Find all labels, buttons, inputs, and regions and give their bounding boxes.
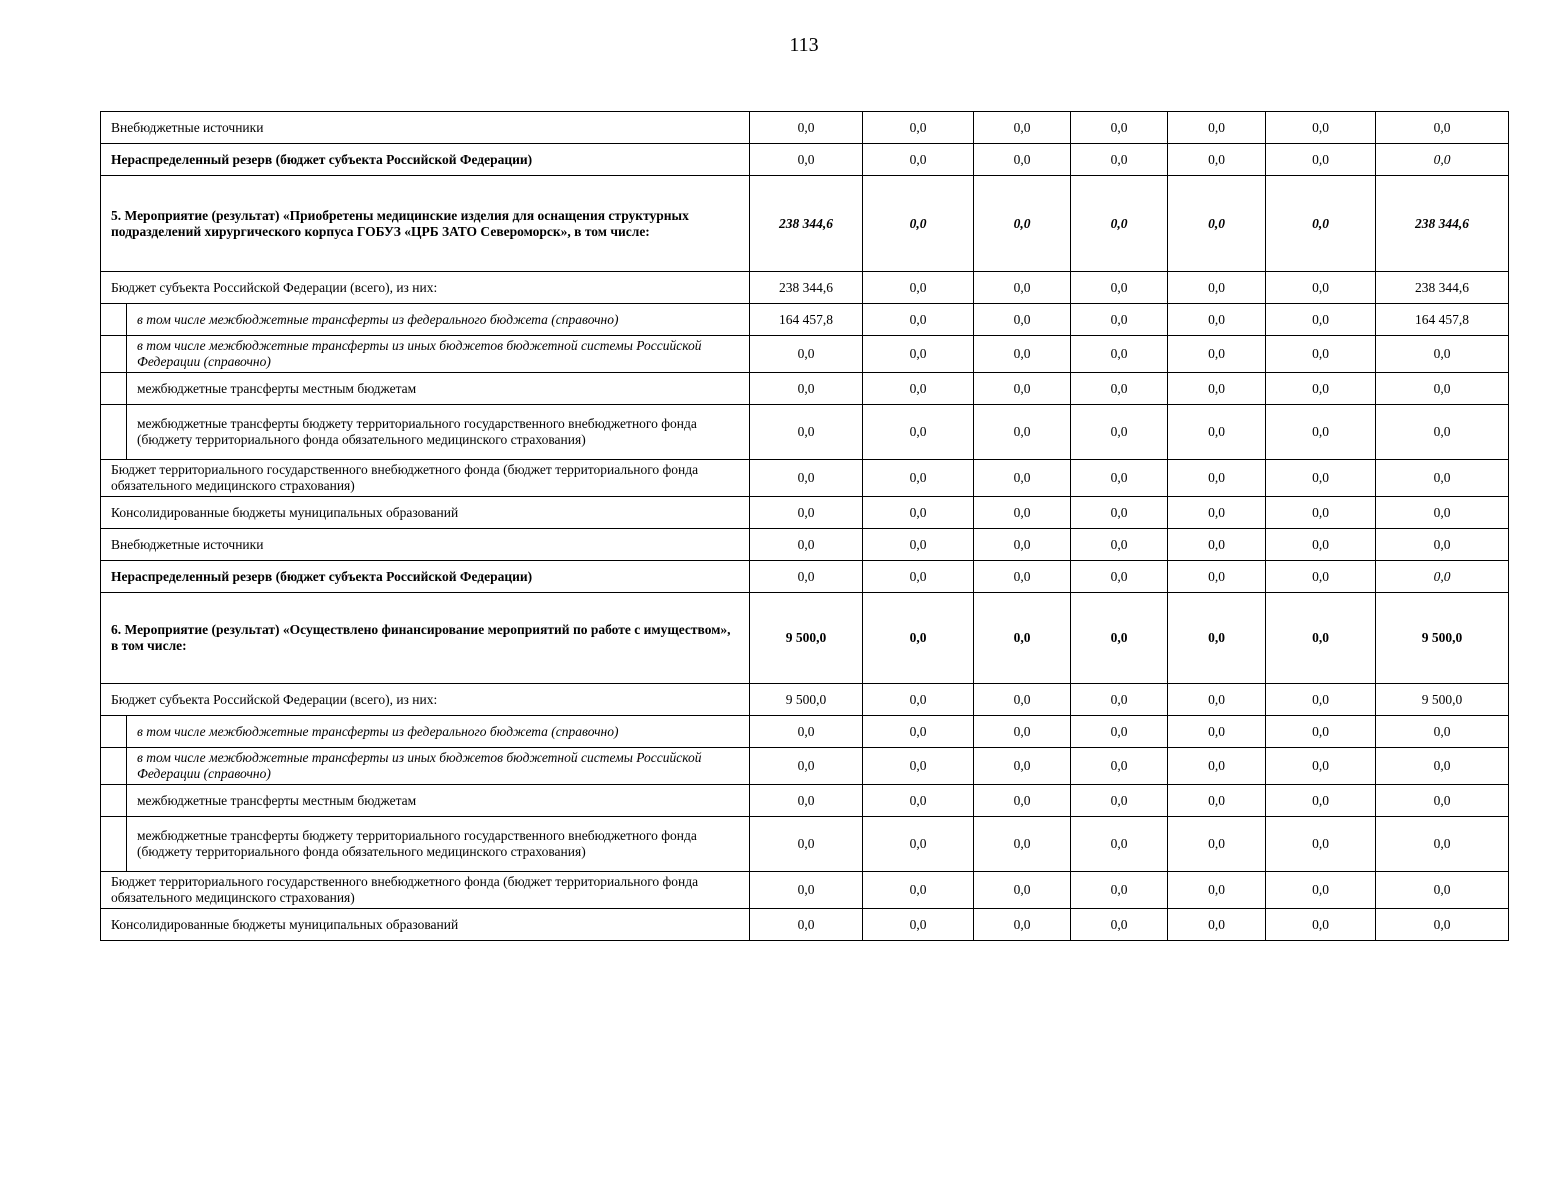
value-cell: 0,0: [1168, 373, 1266, 405]
table-row: [101, 336, 1509, 373]
value-cell: 164 457,8: [1376, 304, 1509, 336]
value-cell: 0,0: [974, 785, 1071, 817]
value-cell: 0,0: [1071, 373, 1168, 405]
value-cell: 0,0: [863, 460, 974, 497]
value-cell: 0,0: [750, 529, 863, 561]
value-cell: 0,0: [863, 716, 974, 748]
value-cell: 0,0: [1266, 373, 1376, 405]
value-cell: 0,0: [1266, 872, 1376, 909]
row-label: в том числе межбюджетные трансферты из федерального бюджета (справочно): [127, 304, 750, 336]
value-cell: 0,0: [1071, 529, 1168, 561]
page-number: 113: [789, 34, 819, 56]
table-row: [101, 593, 1509, 684]
value-cell: 0,0: [750, 497, 863, 529]
row-label: в том числе межбюджетные трансферты из иных бюджетов бюджетной системы Российской Федерации (справочно): [127, 748, 750, 785]
row-label: в том числе межбюджетные трансферты из иных бюджетов бюджетной системы Российской Федерации (справочно): [127, 336, 750, 373]
value-cell: 0,0: [750, 336, 863, 373]
value-cell: 0,0: [1071, 497, 1168, 529]
value-cell: 0,0: [1376, 529, 1509, 561]
value-cell: 0,0: [1376, 497, 1509, 529]
value-cell: 0,0: [750, 716, 863, 748]
value-cell: 0,0: [1266, 336, 1376, 373]
value-cell: 0,0: [1266, 561, 1376, 593]
value-cell: 0,0: [1376, 909, 1509, 941]
value-cell: 0,0: [1071, 716, 1168, 748]
value-cell: 0,0: [750, 112, 863, 144]
table-row: [101, 684, 1509, 716]
table-row: [101, 716, 1509, 748]
value-cell: 238 344,6: [1376, 272, 1509, 304]
value-cell: 0,0: [1266, 684, 1376, 716]
value-cell: 0,0: [1168, 748, 1266, 785]
value-cell: 0,0: [1071, 561, 1168, 593]
value-cell: 0,0: [750, 144, 863, 176]
value-cell: 0,0: [1071, 272, 1168, 304]
value-cell: 0,0: [974, 593, 1071, 684]
row-label: Нераспределенный резерв (бюджет субъекта Российской Федерации): [101, 144, 750, 176]
value-cell: 0,0: [750, 373, 863, 405]
value-cell: 164 457,8: [750, 304, 863, 336]
row-label: Нераспределенный резерв (бюджет субъекта Российской Федерации): [101, 561, 750, 593]
value-cell: 0,0: [1376, 872, 1509, 909]
row-label: межбюджетные трансферты местным бюджетам: [127, 373, 750, 405]
value-cell: 9 500,0: [750, 684, 863, 716]
value-cell: 0,0: [1266, 817, 1376, 872]
value-cell: 0,0: [974, 460, 1071, 497]
value-cell: 0,0: [1071, 112, 1168, 144]
value-cell: 0,0: [974, 817, 1071, 872]
table-row: [101, 304, 1509, 336]
indent-cell: [101, 405, 127, 460]
row-label: 5. Мероприятие (результат) «Приобретены медицинские изделия для оснащения структурных подразделений хирургического корпуса ГОБУЗ «ЦРБ ЗАТО Североморск», в том числе:: [101, 176, 750, 272]
value-cell: 0,0: [863, 684, 974, 716]
indent-cell: [101, 785, 127, 817]
row-label: Консолидированные бюджеты муниципальных образований: [101, 909, 750, 941]
value-cell: 0,0: [1376, 112, 1509, 144]
value-cell: 0,0: [974, 144, 1071, 176]
value-cell: 0,0: [750, 748, 863, 785]
indent-cell: [101, 716, 127, 748]
value-cell: 0,0: [1376, 144, 1509, 176]
value-cell: 0,0: [1168, 460, 1266, 497]
table-row: [101, 909, 1509, 941]
value-cell: 0,0: [974, 684, 1071, 716]
table-row: [101, 497, 1509, 529]
indent-cell: [101, 817, 127, 872]
value-cell: 238 344,6: [750, 272, 863, 304]
value-cell: 0,0: [863, 909, 974, 941]
value-cell: 0,0: [1376, 373, 1509, 405]
value-cell: 238 344,6: [1376, 176, 1509, 272]
value-cell: 0,0: [1376, 785, 1509, 817]
value-cell: 0,0: [1168, 561, 1266, 593]
value-cell: 0,0: [1266, 593, 1376, 684]
value-cell: 0,0: [863, 817, 974, 872]
value-cell: 0,0: [750, 460, 863, 497]
value-cell: 0,0: [1376, 460, 1509, 497]
value-cell: 0,0: [974, 748, 1071, 785]
value-cell: 0,0: [1071, 684, 1168, 716]
value-cell: 0,0: [863, 748, 974, 785]
value-cell: 0,0: [974, 373, 1071, 405]
row-label: Бюджет территориального государственного внебюджетного фонда (бюджет территориального фонда обязательного медицинского страхования): [101, 460, 750, 497]
row-label: межбюджетные трансферты бюджету территориального государственного внебюджетного фонда (бюджету территориального фонда обязательного медицинского страхования): [127, 817, 750, 872]
row-label: межбюджетные трансферты бюджету территориального государственного внебюджетного фонда (бюджету территориального фонда обязательного медицинского страхования): [127, 405, 750, 460]
table-row: [101, 373, 1509, 405]
value-cell: 0,0: [1168, 593, 1266, 684]
value-cell: 0,0: [1266, 785, 1376, 817]
value-cell: 0,0: [750, 872, 863, 909]
value-cell: 0,0: [974, 716, 1071, 748]
indent-cell: [101, 336, 127, 373]
row-label: Консолидированные бюджеты муниципальных образований: [101, 497, 750, 529]
value-cell: 0,0: [863, 872, 974, 909]
value-cell: 0,0: [1168, 529, 1266, 561]
value-cell: 0,0: [750, 785, 863, 817]
value-cell: 0,0: [1168, 684, 1266, 716]
value-cell: 0,0: [1376, 817, 1509, 872]
value-cell: 0,0: [1071, 785, 1168, 817]
row-label: Бюджет субъекта Российской Федерации (всего), из них:: [101, 684, 750, 716]
value-cell: 0,0: [974, 176, 1071, 272]
value-cell: 0,0: [1168, 716, 1266, 748]
table-row: [101, 176, 1509, 272]
value-cell: 9 500,0: [1376, 684, 1509, 716]
value-cell: 0,0: [1168, 112, 1266, 144]
value-cell: 0,0: [863, 561, 974, 593]
value-cell: 0,0: [1168, 405, 1266, 460]
value-cell: 0,0: [1266, 272, 1376, 304]
table-row: [101, 872, 1509, 909]
value-cell: 0,0: [1071, 460, 1168, 497]
value-cell: 0,0: [1071, 909, 1168, 941]
value-cell: 0,0: [1266, 405, 1376, 460]
value-cell: 0,0: [750, 909, 863, 941]
value-cell: 0,0: [1266, 529, 1376, 561]
value-cell: 0,0: [1071, 593, 1168, 684]
row-label: межбюджетные трансферты местным бюджетам: [127, 785, 750, 817]
value-cell: 0,0: [863, 593, 974, 684]
table-row: [101, 405, 1509, 460]
value-cell: 0,0: [974, 304, 1071, 336]
value-cell: 0,0: [1071, 336, 1168, 373]
value-cell: 0,0: [750, 817, 863, 872]
value-cell: 0,0: [1376, 716, 1509, 748]
value-cell: 0,0: [1071, 748, 1168, 785]
value-cell: 0,0: [974, 909, 1071, 941]
value-cell: 0,0: [750, 405, 863, 460]
table-row: [101, 748, 1509, 785]
value-cell: 0,0: [974, 872, 1071, 909]
table-row: [101, 112, 1509, 144]
value-cell: 0,0: [974, 112, 1071, 144]
value-cell: 0,0: [1266, 304, 1376, 336]
table-row: [101, 561, 1509, 593]
value-cell: 0,0: [1168, 176, 1266, 272]
value-cell: 0,0: [1071, 405, 1168, 460]
value-cell: 0,0: [1376, 405, 1509, 460]
value-cell: 0,0: [1266, 112, 1376, 144]
value-cell: 0,0: [1168, 272, 1266, 304]
table-row: [101, 144, 1509, 176]
value-cell: 0,0: [863, 373, 974, 405]
value-cell: 0,0: [1266, 716, 1376, 748]
value-cell: 0,0: [1168, 497, 1266, 529]
row-label: Бюджет субъекта Российской Федерации (всего), из них:: [101, 272, 750, 304]
value-cell: 0,0: [1376, 748, 1509, 785]
value-cell: 0,0: [974, 529, 1071, 561]
row-label: Внебюджетные источники: [101, 112, 750, 144]
value-cell: 0,0: [1376, 561, 1509, 593]
value-cell: 0,0: [863, 112, 974, 144]
value-cell: 0,0: [863, 405, 974, 460]
value-cell: 0,0: [1266, 748, 1376, 785]
value-cell: 0,0: [1266, 144, 1376, 176]
row-label: 6. Мероприятие (результат) «Осуществлено финансирование мероприятий по работе с имуществом», в том числе:: [101, 593, 750, 684]
row-label: Бюджет территориального государственного внебюджетного фонда (бюджет территориального фонда обязательного медицинского страхования): [101, 872, 750, 909]
value-cell: 0,0: [1071, 817, 1168, 872]
row-label: в том числе межбюджетные трансферты из федерального бюджета (справочно): [127, 716, 750, 748]
value-cell: 0,0: [1168, 817, 1266, 872]
value-cell: 0,0: [1168, 785, 1266, 817]
table-row: [101, 272, 1509, 304]
value-cell: 0,0: [1266, 460, 1376, 497]
value-cell: 0,0: [974, 336, 1071, 373]
table-row: [101, 529, 1509, 561]
value-cell: 0,0: [750, 561, 863, 593]
row-label: Внебюджетные источники: [101, 529, 750, 561]
value-cell: 0,0: [863, 144, 974, 176]
value-cell: 0,0: [863, 304, 974, 336]
value-cell: 0,0: [1071, 872, 1168, 909]
value-cell: 0,0: [974, 497, 1071, 529]
table-row: [101, 785, 1509, 817]
value-cell: 0,0: [1168, 872, 1266, 909]
table-row: [101, 460, 1509, 497]
value-cell: 0,0: [863, 497, 974, 529]
value-cell: 0,0: [1168, 144, 1266, 176]
value-cell: 9 500,0: [1376, 593, 1509, 684]
value-cell: 0,0: [974, 405, 1071, 460]
value-cell: 0,0: [1071, 144, 1168, 176]
value-cell: 0,0: [863, 336, 974, 373]
value-cell: 0,0: [863, 176, 974, 272]
value-cell: 0,0: [1168, 304, 1266, 336]
indent-cell: [101, 748, 127, 785]
value-cell: 0,0: [863, 529, 974, 561]
table-row: [101, 817, 1509, 872]
value-cell: 0,0: [1071, 176, 1168, 272]
value-cell: 0,0: [974, 272, 1071, 304]
value-cell: 0,0: [863, 272, 974, 304]
value-cell: 0,0: [863, 785, 974, 817]
value-cell: 0,0: [1168, 336, 1266, 373]
indent-cell: [101, 373, 127, 405]
value-cell: 0,0: [1168, 909, 1266, 941]
indent-cell: [101, 304, 127, 336]
value-cell: 0,0: [1266, 176, 1376, 272]
value-cell: 0,0: [1376, 336, 1509, 373]
value-cell: 0,0: [1071, 304, 1168, 336]
value-cell: 238 344,6: [750, 176, 863, 272]
value-cell: 9 500,0: [750, 593, 863, 684]
value-cell: 0,0: [1266, 909, 1376, 941]
value-cell: 0,0: [974, 561, 1071, 593]
value-cell: 0,0: [1266, 497, 1376, 529]
budget-table: [100, 111, 1509, 941]
